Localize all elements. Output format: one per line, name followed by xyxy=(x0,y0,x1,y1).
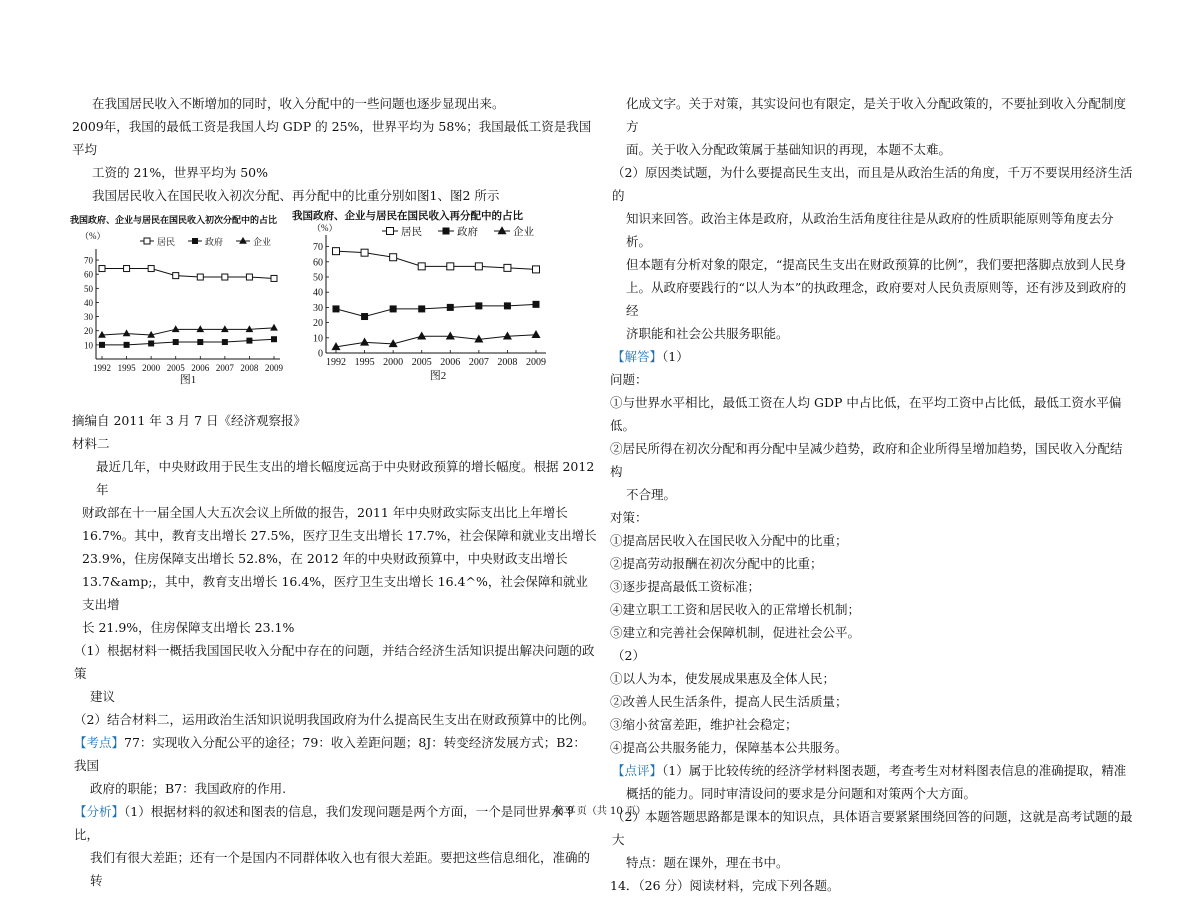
y-tick-label: 10 xyxy=(84,340,93,351)
intro-paragraph-2-cont: 工资的 21%，世界平均为 50% xyxy=(92,165,269,180)
question-2: （2）结合材料二，运用政治生活知识说明我国政府为什么提高民生支出在财政预算中的比例。 xyxy=(74,712,595,727)
data-point-marker xyxy=(447,263,454,270)
right-column xyxy=(612,92,1134,897)
x-tick-label: 1995 xyxy=(117,363,136,373)
data-point-marker xyxy=(221,325,229,332)
data-point-marker xyxy=(196,325,204,332)
data-point-marker xyxy=(361,249,368,256)
x-tick-label: 2008 xyxy=(497,357,518,368)
data-point-marker xyxy=(531,330,540,338)
intro-paragraph-2: 2009年，我国的最低工资是我国人均 GDP 的 25%，世界平均为 58%；我国最低工资是我国平均 xyxy=(72,119,592,157)
data-point-marker xyxy=(246,274,252,280)
data-point-marker xyxy=(148,266,154,272)
data-point-marker xyxy=(475,302,482,309)
data-point-marker xyxy=(333,305,340,312)
fenxi-tag: 【分析】 xyxy=(74,804,125,819)
data-point-marker xyxy=(504,302,511,309)
data-point-marker xyxy=(418,263,425,270)
data-point-marker xyxy=(533,266,540,273)
intro-paragraph-3: 我国居民收入在国民收入初次分配、再分配中的比重分别如图1、图2 所示 xyxy=(92,188,500,203)
jieda-tag: 【解答】 xyxy=(612,349,663,364)
wenti-label: 问题： xyxy=(610,372,648,387)
data-point-marker xyxy=(446,331,455,339)
question-1: （1）根据材料一概括我国国民收入分配中存在的问题，并结合经济生活知识提出解决问题的政策 xyxy=(74,643,595,681)
duice-item: ③逐步提高最低工资标准； xyxy=(610,579,761,594)
y-tick-label: 50 xyxy=(313,272,323,284)
answer-2-item: ④提高公共服务能力，保障基本公共服务。 xyxy=(610,740,848,755)
y-tick-label: 30 xyxy=(84,312,93,323)
kaodian-cont: 政府的职能；B7：我国政府的作用. xyxy=(90,781,287,796)
x-tick-label: 2007 xyxy=(468,357,489,368)
x-tick-label: 2007 xyxy=(215,363,234,373)
y-tick-label: 40 xyxy=(313,287,323,299)
jieda-part-1: （1） xyxy=(662,349,689,364)
chart-title: 我国政府、企业与居民在国民收入初次分配中的占比 xyxy=(70,215,278,225)
question-1-cont: 建议 xyxy=(90,689,116,704)
duice-label: 对策： xyxy=(610,510,648,525)
chart-area xyxy=(70,209,598,409)
material-2-line: 16.7%。其中，教育支出增长 27.5%，医疗卫生支出增长 17.7%，社会保障和就业支出增长 xyxy=(82,528,597,543)
material-2-body xyxy=(78,455,598,639)
y-tick-label: 70 xyxy=(313,242,323,254)
answer-2-item: ③缩小贫富差距，维护社会稳定； xyxy=(610,717,798,732)
data-point-marker xyxy=(387,228,394,235)
data-point-marker xyxy=(418,305,425,312)
data-point-marker xyxy=(148,340,154,346)
kaodian-text: 77：实现收入分配公平的途径；79：收入差距问题；8J：转变经济发展方式；B2：我国 xyxy=(74,735,586,773)
y-tick-label: 60 xyxy=(313,257,323,269)
y-tick-label: 70 xyxy=(84,255,93,266)
x-tick-label: 2005 xyxy=(166,363,185,373)
y-tick-label: 20 xyxy=(313,318,323,330)
fenxi-right-line: 化成文字。关于对策，其实设问也有限定，是关于收入分配政策的，不要扯到收入分配制度方 xyxy=(626,96,1127,134)
x-tick-label: 2009 xyxy=(265,363,283,373)
fenxi-text: （1）根据材料的叙述和图表的信息，我们发现问题是两个方面，一个是同世界水平比， xyxy=(74,804,576,842)
data-point-marker xyxy=(447,304,454,311)
data-point-marker xyxy=(123,329,131,336)
data-point-marker xyxy=(533,301,540,308)
data-point-marker xyxy=(98,331,106,338)
fenxi-part-2-line: 济职能和社会公共服务职能。 xyxy=(626,326,789,341)
chart-figure-1 xyxy=(68,209,290,409)
x-tick-label: 2006 xyxy=(440,357,461,368)
x-tick-label: 2006 xyxy=(191,363,210,373)
kaodian-tag: 【考点】 xyxy=(74,735,125,750)
data-point-marker xyxy=(271,336,277,342)
duice-item: ①提高居民收入在国民收入分配中的比重； xyxy=(610,533,848,548)
y-tick-label: 10 xyxy=(313,333,323,345)
data-point-marker xyxy=(99,266,105,272)
data-point-marker xyxy=(333,248,340,255)
data-point-marker xyxy=(497,226,506,234)
y-axis-label: （%） xyxy=(80,231,106,241)
answer-2-item: ②改善人民生活条件，提高人民生活质量； xyxy=(610,694,848,709)
data-point-marker xyxy=(271,275,277,281)
x-tick-label: 1992 xyxy=(326,357,346,368)
legend-label: 政府 xyxy=(205,237,224,247)
data-point-marker xyxy=(99,342,105,348)
dianping-tag: 【点评】 xyxy=(612,763,663,778)
material-2-title: 材料二 xyxy=(72,436,110,451)
duice-item: ⑤建立和完善社会保障机制，促进社会公平。 xyxy=(610,625,861,640)
y-tick-label: 40 xyxy=(84,297,93,308)
data-point-marker xyxy=(222,339,228,345)
x-tick-label: 2005 xyxy=(411,357,432,368)
data-point-marker xyxy=(390,254,397,261)
chart-caption: 图2 xyxy=(429,370,447,382)
data-point-marker xyxy=(360,338,369,346)
data-point-marker xyxy=(417,331,426,339)
data-point-marker xyxy=(246,338,252,344)
legend-label: 居民 xyxy=(401,227,422,238)
data-point-marker xyxy=(197,339,203,345)
legend-label: 居民 xyxy=(157,237,176,247)
question-14: 14．（26 分）阅读材料，完成下列各题。 xyxy=(610,878,840,893)
wenti-item: ②居民所得在初次分配和再分配中呈减少趋势，政府和企业所得呈增加趋势，国民收入分配结构 xyxy=(610,441,1123,479)
wenti-item: ①与世界水平相比，最低工资在人均 GDP 中占比低，在平均工资中占比低，最低工资水平偏低。 xyxy=(610,395,1122,433)
data-point-marker xyxy=(173,273,179,279)
data-point-marker xyxy=(222,274,228,280)
data-point-marker xyxy=(197,274,203,280)
legend-label: 企业 xyxy=(253,237,272,247)
fenxi-part-2: （2）原因类试题，为什么要提高民生支出，而且是从政治生活的角度，千万不要误用经济生活的 xyxy=(612,165,1133,203)
dianping-part-2-cont: 特点：题在课外，理在书中。 xyxy=(626,855,789,870)
chart-title: 我国政府、企业与居民在国民收入再分配中的占比 xyxy=(292,211,523,222)
dianping-text: （1）属于比较传统的经济学材料图表题，考查考生对材料图表信息的准确提取，精准 xyxy=(662,763,1127,778)
material-2-line: 最近几年，中央财政用于民生支出的增长幅度远高于中央财政预算的增长幅度。根据 2012 年 xyxy=(96,459,595,497)
data-point-marker xyxy=(443,228,450,235)
x-tick-label: 2009 xyxy=(526,357,546,368)
material-2-line: 23.9%，住房保障支出增长 52.8%，在 2012 年的中央财政预算中，中央财政支出增长 xyxy=(82,551,568,566)
x-tick-label: 2008 xyxy=(240,363,259,373)
kaodian-paragraph xyxy=(74,731,598,777)
data-point-marker xyxy=(361,313,368,320)
duice-item: ④建立职工工资和居民收入的正常增长机制； xyxy=(610,602,861,617)
data-point-marker xyxy=(192,238,198,244)
material-2-line: 财政部在十一届全国人大五次会议上所做的报告，2011 年中央财政实际支出比上年增长 xyxy=(82,505,568,520)
y-tick-label: 60 xyxy=(84,269,93,280)
jieda-paragraph xyxy=(612,345,1134,368)
data-point-marker xyxy=(239,237,247,244)
x-tick-label: 2000 xyxy=(383,357,404,368)
answer-2-item: ①以人为本，使发展成果惠及全体人民； xyxy=(610,671,836,686)
legend-label: 企业 xyxy=(513,227,534,238)
jieda-part-2: （2） xyxy=(612,648,645,663)
data-point-marker xyxy=(503,331,512,339)
y-tick-label: 50 xyxy=(84,283,93,294)
y-tick-label: 30 xyxy=(313,302,323,314)
fenxi-part-2-line: 但本题有分析对象的限定，“提高民生支出在财政预算的比例”，我们要把落脚点放到人民身 xyxy=(626,257,1127,272)
data-point-marker xyxy=(172,325,180,332)
dianping-part-2: （2）本题答题思路都是课本的知识点，具体语言要紧紧围绕回答的问题，这就是高考试题的最大 xyxy=(612,809,1133,847)
legend-label: 政府 xyxy=(457,227,478,238)
data-point-marker xyxy=(124,266,130,272)
data-point-marker xyxy=(173,339,179,345)
fenxi-part-2-line: 上。从政府要践行的“以人为本”的执政理念，政府要对人民负责原则等，还有涉及到政府的经 xyxy=(626,280,1127,318)
data-point-marker xyxy=(246,325,254,332)
y-tick-label: 20 xyxy=(84,326,93,337)
dianping-cont: 概括的能力。同时审清设问的要求是分问题和对策两个大方面。 xyxy=(626,786,977,801)
y-tick-label: 0 xyxy=(318,348,323,360)
data-point-marker xyxy=(390,305,397,312)
wenti-item-cont: 不合理。 xyxy=(626,487,677,502)
fenxi-cont: 我们有很大差距；还有一个是国内不同群体收入也有很大差距。要把这些信息细化，准确的转 xyxy=(90,850,591,888)
data-point-marker xyxy=(144,238,150,244)
duice-item: ②提高劳动报酬在初次分配中的比重； xyxy=(610,556,823,571)
y-axis-label: （%） xyxy=(312,223,338,233)
material-2-line: 13.7&amp;，其中，教育支出增长 16.4%，医疗卫生支出增长 16.4^%，社会保障和就业支出增 xyxy=(82,574,588,612)
source-note: 摘编自 2011 年 3 月 7 日《经济观察报》 xyxy=(72,413,307,428)
fenxi-right-line: 面。关于收入分配政策属于基础知识的再现，本题不太难。 xyxy=(626,142,952,157)
chart-figure-2 xyxy=(290,209,552,409)
x-tick-label: 1992 xyxy=(93,363,111,373)
page-footer: 第 9 页（共 10 页） xyxy=(554,806,646,817)
chart-caption: 图1 xyxy=(179,374,197,386)
data-point-marker xyxy=(504,264,511,271)
x-tick-label: 1995 xyxy=(354,357,375,368)
material-2-line: 长 21.9%，住房保障支出增长 23.1% xyxy=(82,620,295,635)
data-point-marker xyxy=(270,324,278,331)
data-point-marker xyxy=(124,342,130,348)
fenxi-part-2-line: 知识来回答。政治主体是政府，从政治生活角度往往是从政府的性质职能原则等角度去分析。 xyxy=(626,211,1114,249)
intro-paragraph-1: 在我国居民收入不断增加的同时，收入分配中的一些问题也逐步显现出来。 xyxy=(92,96,505,111)
x-tick-label: 2000 xyxy=(142,363,161,373)
data-point-marker xyxy=(475,263,482,270)
left-column xyxy=(70,92,598,892)
dianping-paragraph xyxy=(612,759,1134,782)
